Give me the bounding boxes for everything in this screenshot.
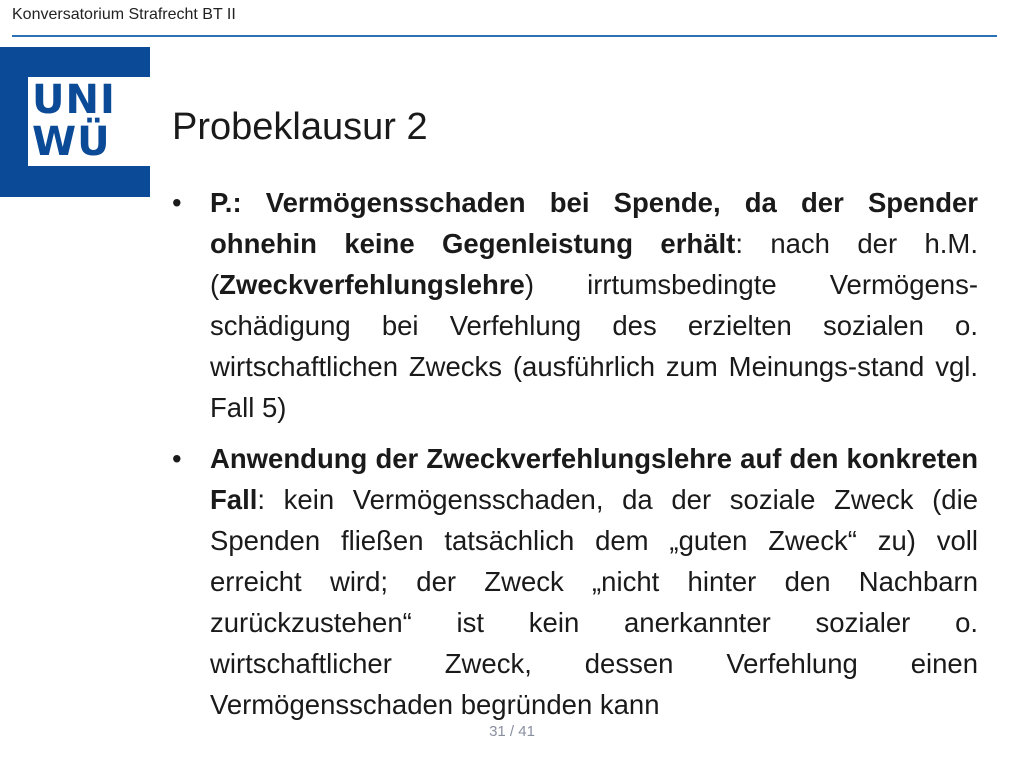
bullet-1-text: : nach der h.M. ( — [210, 228, 978, 300]
logo-line-1: UNI — [32, 77, 116, 123]
bullet-1-heading: P.: Vermögensschaden bei Spende, da der Spender ohnehin keine Gegenleistung erhält — [210, 187, 978, 259]
logo-line-2: WÜ — [32, 119, 111, 165]
header-divider — [12, 35, 997, 37]
bullet-2-heading: Anwendung der Zweckverfehlungslehre auf den konkreten Fall — [210, 443, 978, 515]
logo-wordmark — [28, 77, 150, 166]
bullet-dot-icon: • — [172, 443, 182, 474]
logo-plate — [28, 77, 150, 166]
bullet-dot-icon: • — [172, 187, 182, 218]
slide-title: Probeklausur 2 — [172, 106, 428, 148]
bullet-1-term: Zweckverfehlungslehre — [219, 269, 525, 300]
bullet-1-text-rest: ) irrtumsbedingte Vermögens-schädigung bei Verfehlung des erzielten sozialen o. wirtschaftlichen Zwecks (ausführlich zum Meinungs-stand vgl. Fall 5) — [210, 269, 978, 423]
bullet-list — [172, 182, 978, 735]
bullet-item-2 — [172, 438, 978, 725]
page-number: 31 / 41 — [489, 723, 535, 740]
bullet-item-1 — [172, 182, 978, 428]
header-title: Konversatorium Strafrecht BT II — [12, 6, 236, 23]
bullet-2-text: : kein Vermögensschaden, da der soziale Zweck (die Spenden fließen tatsächlich dem „guten Zweck“ zu) voll erreicht wird; der Zweck „nicht hinter den Nachbarn zurückzustehen“ ist kein anerkannter sozialer o. wirtschaftlicher Zweck, dessen Verfehlung einen Vermögensschaden begründen kann — [210, 484, 978, 720]
university-logo — [0, 47, 150, 197]
